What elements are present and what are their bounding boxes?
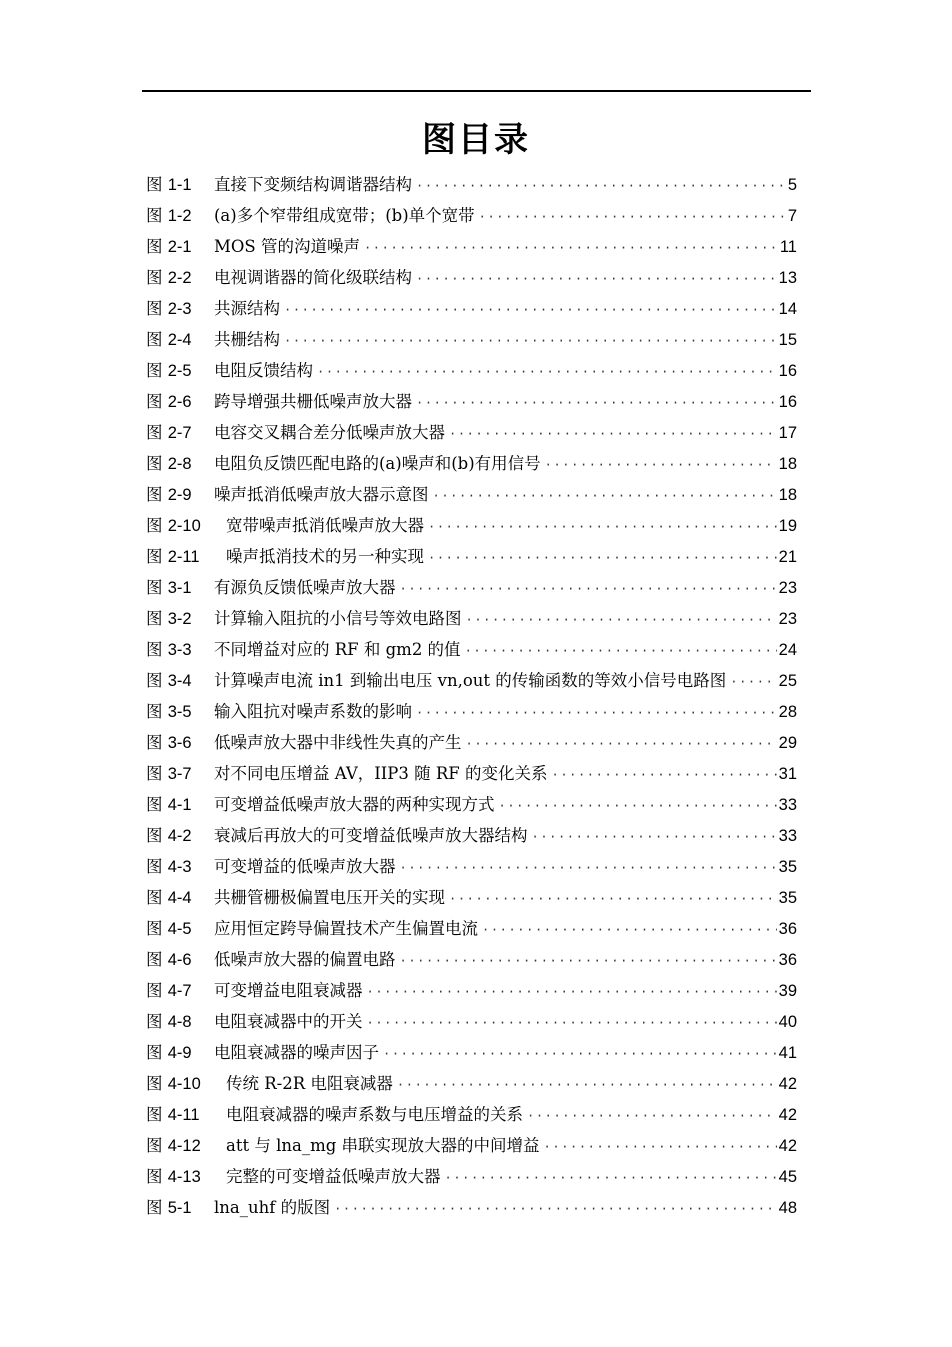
figure-label bbox=[146, 1130, 226, 1162]
figure-label bbox=[146, 820, 214, 852]
figure-number: 2-7 bbox=[167, 424, 192, 442]
figure-prefix: 图 bbox=[146, 237, 163, 256]
figure-prefix: 图 bbox=[146, 423, 163, 442]
figure-number: 2-6 bbox=[167, 393, 192, 411]
figure-number: 4-11 bbox=[167, 1106, 200, 1124]
figure-prefix: 图 bbox=[146, 981, 163, 1000]
figure-caption: MOS 管的沟道噪声 bbox=[214, 237, 360, 256]
figure-caption: 输入阻抗对噪声系数的影响 bbox=[214, 702, 412, 721]
figure-prefix: 图 bbox=[146, 1198, 163, 1217]
figure-prefix: 图 bbox=[146, 1167, 163, 1186]
figure-prefix: 图 bbox=[146, 454, 163, 473]
figure-number: 2-11 bbox=[167, 548, 200, 566]
dot-leader bbox=[416, 264, 777, 295]
page-number: 39 bbox=[778, 982, 797, 1000]
figure-label bbox=[146, 572, 214, 604]
dot-leader bbox=[400, 574, 777, 605]
figure-caption: lna_uhf 的版图 bbox=[214, 1198, 331, 1217]
page-number: 42 bbox=[778, 1106, 797, 1124]
figure-caption: 完整的可变增益低噪声放大器 bbox=[226, 1167, 441, 1186]
dot-leader bbox=[527, 1101, 777, 1132]
figure-prefix: 图 bbox=[146, 1105, 163, 1124]
figure-number: 3-3 bbox=[167, 641, 192, 659]
dot-leader bbox=[449, 884, 777, 915]
toc-entry[interactable] bbox=[146, 200, 797, 231]
page-number: 17 bbox=[778, 424, 797, 442]
page-number: 19 bbox=[778, 517, 797, 535]
figure-prefix: 图 bbox=[146, 330, 163, 349]
figure-number: 2-5 bbox=[167, 362, 192, 380]
toc-entry[interactable] bbox=[146, 169, 797, 200]
figure-number: 2-8 bbox=[167, 455, 192, 473]
figure-caption: 共源结构 bbox=[214, 299, 280, 318]
toc-entry[interactable] bbox=[146, 479, 797, 510]
figure-number: 4-10 bbox=[167, 1075, 201, 1093]
dot-leader bbox=[552, 760, 777, 791]
page-number: 40 bbox=[778, 1013, 797, 1031]
figure-number: 4-1 bbox=[167, 796, 192, 814]
figure-number: 2-2 bbox=[167, 269, 192, 287]
toc-entry[interactable] bbox=[146, 882, 797, 913]
dot-leader bbox=[367, 1008, 777, 1039]
figure-caption: 宽带噪声抵消低噪声放大器 bbox=[226, 516, 424, 535]
page-number: 28 bbox=[778, 703, 797, 721]
figure-label bbox=[146, 882, 214, 914]
figure-prefix: 图 bbox=[146, 950, 163, 969]
figure-number: 4-13 bbox=[167, 1168, 201, 1186]
figure-number: 3-7 bbox=[167, 765, 192, 783]
figure-prefix: 图 bbox=[146, 671, 163, 690]
page-number: 45 bbox=[778, 1168, 797, 1186]
figure-label bbox=[146, 1037, 214, 1069]
figure-label bbox=[146, 169, 214, 201]
figure-caption: 直接下变频结构调谐器结构 bbox=[214, 175, 412, 194]
page-number: 7 bbox=[787, 207, 797, 225]
figure-label bbox=[146, 479, 214, 511]
figure-label bbox=[146, 727, 214, 759]
figure-prefix: 图 bbox=[146, 888, 163, 907]
page-number: 21 bbox=[778, 548, 797, 566]
figure-number: 5-1 bbox=[167, 1199, 192, 1217]
figure-label bbox=[146, 541, 226, 573]
page-number: 33 bbox=[778, 827, 797, 845]
dot-leader bbox=[545, 450, 777, 481]
page-number: 42 bbox=[778, 1137, 797, 1155]
figure-prefix: 图 bbox=[146, 299, 163, 318]
toc-entry[interactable] bbox=[146, 1006, 797, 1037]
toc-entry[interactable] bbox=[146, 603, 797, 634]
figure-caption: 可变增益低噪声放大器的两种实现方式 bbox=[214, 795, 495, 814]
figure-caption: 不同增益对应的 RF 和 gm2 的值 bbox=[214, 640, 461, 659]
toc-entry[interactable] bbox=[146, 1037, 797, 1068]
dot-leader bbox=[317, 357, 777, 388]
figure-number: 4-4 bbox=[167, 889, 192, 907]
figure-label bbox=[146, 448, 214, 480]
toc-entry[interactable] bbox=[146, 1130, 797, 1161]
figure-number: 3-4 bbox=[167, 672, 192, 690]
dot-leader bbox=[544, 1132, 777, 1163]
header-rule bbox=[142, 90, 811, 92]
dot-leader bbox=[466, 729, 777, 760]
figure-label bbox=[146, 1161, 226, 1193]
toc-entry[interactable] bbox=[146, 696, 797, 727]
figure-number: 3-5 bbox=[167, 703, 192, 721]
toc-entry[interactable] bbox=[146, 1099, 797, 1130]
figure-number: 2-4 bbox=[167, 331, 192, 349]
figure-prefix: 图 bbox=[146, 1074, 163, 1093]
dot-leader bbox=[449, 419, 777, 450]
figure-list bbox=[146, 169, 797, 1223]
figure-caption: 应用恒定跨导偏置技术产生偏置电流 bbox=[214, 919, 478, 938]
figure-caption: 低噪声放大器中非线性失真的产生 bbox=[214, 733, 462, 752]
figure-caption: 对不同电压增益 AV，IIP3 随 RF 的变化关系 bbox=[214, 764, 548, 783]
figure-label bbox=[146, 262, 214, 294]
figure-prefix: 图 bbox=[146, 733, 163, 752]
figure-label bbox=[146, 510, 226, 542]
figure-label bbox=[146, 665, 214, 697]
figure-caption: 电阻衰减器的噪声因子 bbox=[214, 1043, 379, 1062]
figure-label bbox=[146, 696, 214, 728]
dot-leader bbox=[364, 233, 778, 264]
page-number: 25 bbox=[778, 672, 797, 690]
dot-leader bbox=[416, 388, 777, 419]
dot-leader bbox=[499, 791, 777, 822]
toc-entry[interactable] bbox=[146, 944, 797, 975]
figure-prefix: 图 bbox=[146, 268, 163, 287]
toc-entry[interactable] bbox=[146, 355, 797, 386]
dot-leader bbox=[334, 1194, 777, 1225]
figure-prefix: 图 bbox=[146, 826, 163, 845]
figure-caption: 噪声抵消技术的另一种实现 bbox=[226, 547, 424, 566]
figure-caption: 噪声抵消低噪声放大器示意图 bbox=[214, 485, 429, 504]
figure-caption: 可变增益的低噪声放大器 bbox=[214, 857, 396, 876]
figure-number: 4-5 bbox=[167, 920, 192, 938]
toc-entry[interactable] bbox=[146, 820, 797, 851]
figure-label bbox=[146, 1068, 226, 1100]
page-number: 41 bbox=[778, 1044, 797, 1062]
figure-caption: 电阻反馈结构 bbox=[214, 361, 313, 380]
page-number: 31 bbox=[778, 765, 797, 783]
figure-caption: 共栅结构 bbox=[214, 330, 280, 349]
figure-prefix: 图 bbox=[146, 764, 163, 783]
figure-prefix: 图 bbox=[146, 857, 163, 876]
toc-entry[interactable] bbox=[146, 789, 797, 820]
page-number: 24 bbox=[778, 641, 797, 659]
toc-entry[interactable] bbox=[146, 231, 797, 262]
figure-label bbox=[146, 975, 214, 1007]
toc-entry[interactable] bbox=[146, 1161, 797, 1192]
dot-leader bbox=[416, 171, 786, 202]
dot-leader bbox=[428, 543, 777, 574]
page-number: 36 bbox=[778, 920, 797, 938]
toc-entry[interactable] bbox=[146, 572, 797, 603]
page-number: 18 bbox=[778, 455, 797, 473]
figure-caption: 电容交叉耦合差分低噪声放大器 bbox=[214, 423, 445, 442]
figure-caption: 传统 R-2R 电阻衰减器 bbox=[226, 1074, 393, 1093]
page-number: 35 bbox=[778, 858, 797, 876]
figure-caption: 电阻衰减器中的开关 bbox=[214, 1012, 363, 1031]
figure-prefix: 图 bbox=[146, 1043, 163, 1062]
dot-leader bbox=[428, 512, 777, 543]
toc-entry[interactable] bbox=[146, 510, 797, 541]
figure-number: 2-1 bbox=[167, 238, 192, 256]
figure-number: 4-12 bbox=[167, 1137, 201, 1155]
figure-prefix: 图 bbox=[146, 175, 163, 194]
figure-number: 4-9 bbox=[167, 1044, 192, 1062]
page-number: 5 bbox=[787, 176, 797, 194]
figure-label bbox=[146, 944, 214, 976]
figure-number: 4-2 bbox=[167, 827, 192, 845]
figure-caption: 低噪声放大器的偏置电路 bbox=[214, 950, 396, 969]
figure-label bbox=[146, 603, 214, 635]
dot-leader bbox=[532, 822, 777, 853]
figure-number: 3-6 bbox=[167, 734, 192, 752]
figure-label bbox=[146, 851, 214, 883]
page-number: 23 bbox=[778, 610, 797, 628]
dot-leader bbox=[400, 853, 777, 884]
toc-entry[interactable] bbox=[146, 913, 797, 944]
dot-leader bbox=[479, 202, 786, 233]
figure-caption: (a)多个窄带组成宽带；(b)单个宽带 bbox=[214, 206, 475, 225]
figure-prefix: 图 bbox=[146, 919, 163, 938]
figure-prefix: 图 bbox=[146, 795, 163, 814]
figure-label bbox=[146, 231, 214, 263]
dot-leader bbox=[400, 946, 777, 977]
toc-entry[interactable] bbox=[146, 262, 797, 293]
figure-number: 1-2 bbox=[167, 207, 192, 225]
page-number: 14 bbox=[778, 300, 797, 318]
dot-leader bbox=[466, 605, 777, 636]
figure-prefix: 图 bbox=[146, 1012, 163, 1031]
figure-prefix: 图 bbox=[146, 1136, 163, 1155]
figure-caption: 有源负反馈低噪声放大器 bbox=[214, 578, 396, 597]
page-number: 15 bbox=[778, 331, 797, 349]
toc-entry[interactable] bbox=[146, 975, 797, 1006]
page-number: 33 bbox=[778, 796, 797, 814]
figure-label bbox=[146, 386, 214, 418]
page-title: 图目录 bbox=[422, 120, 530, 160]
dot-leader bbox=[383, 1039, 777, 1070]
figure-number: 2-10 bbox=[167, 517, 201, 535]
figure-prefix: 图 bbox=[146, 547, 163, 566]
toc-entry[interactable] bbox=[146, 1192, 797, 1223]
figure-caption: 共栅管栅极偏置电压开关的实现 bbox=[214, 888, 445, 907]
page-number: 13 bbox=[778, 269, 797, 287]
figure-caption: 电视调谐器的简化级联结构 bbox=[214, 268, 412, 287]
figure-label bbox=[146, 913, 214, 945]
figure-label bbox=[146, 355, 214, 387]
page-number: 36 bbox=[778, 951, 797, 969]
figure-number: 3-1 bbox=[167, 579, 192, 597]
toc-entry[interactable] bbox=[146, 541, 797, 572]
dot-leader bbox=[433, 481, 777, 512]
toc-entry[interactable] bbox=[146, 634, 797, 665]
toc-entry[interactable] bbox=[146, 758, 797, 789]
page-number: 29 bbox=[778, 734, 797, 752]
figure-label bbox=[146, 324, 214, 356]
figure-label bbox=[146, 789, 214, 821]
toc-entry[interactable] bbox=[146, 727, 797, 758]
figure-label bbox=[146, 758, 214, 790]
page-number: 42 bbox=[778, 1075, 797, 1093]
dot-leader bbox=[397, 1070, 777, 1101]
figure-prefix: 图 bbox=[146, 392, 163, 411]
figure-label bbox=[146, 417, 214, 449]
toc-entry[interactable] bbox=[146, 324, 797, 355]
figure-number: 2-9 bbox=[167, 486, 192, 504]
figure-caption: 电阻衰减器的噪声系数与电压增益的关系 bbox=[226, 1105, 523, 1124]
dot-leader bbox=[482, 915, 777, 946]
dot-leader bbox=[445, 1163, 777, 1194]
figure-prefix: 图 bbox=[146, 206, 163, 225]
page-number: 35 bbox=[778, 889, 797, 907]
page-number: 48 bbox=[778, 1199, 797, 1217]
figure-prefix: 图 bbox=[146, 609, 163, 628]
figure-caption: 电阻负反馈匹配电路的(a)噪声和(b)有用信号 bbox=[214, 454, 541, 473]
figure-number: 4-6 bbox=[167, 951, 192, 969]
figure-label bbox=[146, 200, 214, 232]
figure-number: 4-7 bbox=[167, 982, 192, 1000]
figure-prefix: 图 bbox=[146, 702, 163, 721]
toc-entry[interactable] bbox=[146, 448, 797, 479]
toc-entry[interactable] bbox=[146, 417, 797, 448]
figure-caption: 跨导增强共栅低噪声放大器 bbox=[214, 392, 412, 411]
toc-entry[interactable] bbox=[146, 1068, 797, 1099]
figure-prefix: 图 bbox=[146, 485, 163, 504]
figure-caption: 衰减后再放大的可变增益低噪声放大器结构 bbox=[214, 826, 528, 845]
figure-label bbox=[146, 634, 214, 666]
figure-label bbox=[146, 1006, 214, 1038]
figure-number: 3-2 bbox=[167, 610, 192, 628]
dot-leader bbox=[416, 698, 777, 729]
figure-prefix: 图 bbox=[146, 578, 163, 597]
dot-leader bbox=[284, 295, 777, 326]
dot-leader bbox=[730, 667, 776, 698]
figure-caption: att 与 lna_mg 串联实现放大器的中间增益 bbox=[226, 1136, 540, 1155]
figure-caption: 计算噪声电流 in1 到输出电压 vn,out 的传输函数的等效小信号电路图 bbox=[214, 671, 727, 690]
figure-label bbox=[146, 1192, 214, 1224]
figure-prefix: 图 bbox=[146, 361, 163, 380]
figure-label bbox=[146, 293, 214, 325]
figure-number: 4-3 bbox=[167, 858, 192, 876]
toc-entry[interactable] bbox=[146, 386, 797, 417]
page-number: 16 bbox=[778, 362, 797, 380]
figure-prefix: 图 bbox=[146, 516, 163, 535]
page-number: 11 bbox=[779, 238, 797, 256]
dot-leader bbox=[367, 977, 777, 1008]
dot-leader bbox=[284, 326, 777, 357]
page-number: 23 bbox=[778, 579, 797, 597]
figure-number: 4-8 bbox=[167, 1013, 192, 1031]
figure-caption: 计算输入阻抗的小信号等效电路图 bbox=[214, 609, 462, 628]
toc-entry[interactable] bbox=[146, 851, 797, 882]
figure-prefix: 图 bbox=[146, 640, 163, 659]
figure-label bbox=[146, 1099, 226, 1131]
toc-entry[interactable] bbox=[146, 665, 797, 696]
dot-leader bbox=[465, 636, 777, 667]
figure-number: 1-1 bbox=[167, 176, 192, 194]
figure-number: 2-3 bbox=[167, 300, 192, 318]
page-number: 18 bbox=[778, 486, 797, 504]
toc-entry[interactable] bbox=[146, 293, 797, 324]
page-number: 16 bbox=[778, 393, 797, 411]
figure-caption: 可变增益电阻衰减器 bbox=[214, 981, 363, 1000]
